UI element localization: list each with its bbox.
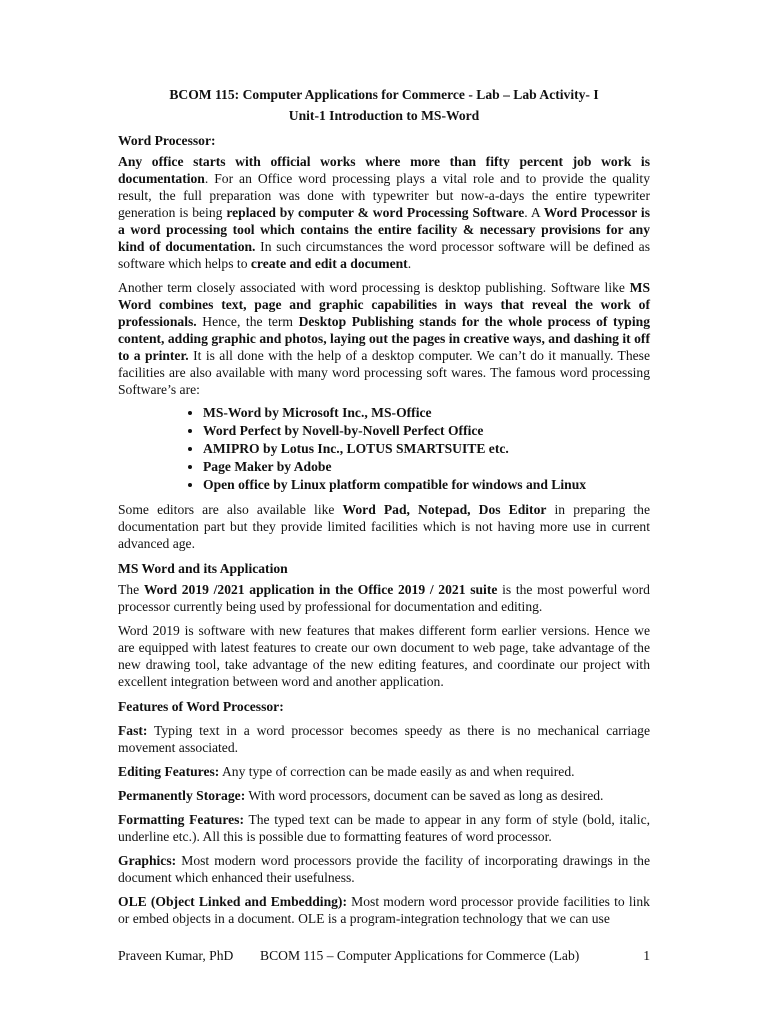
feature-item (118, 763, 650, 780)
text-run: Hence, the term (196, 314, 299, 329)
paragraph-ms-word-suite (118, 581, 650, 615)
text-run: It is all done with the help of a desktop computer. We can’t do it manually. These facilities are also available with many word processing soft wares. The famous word processing Software’s are: (118, 348, 651, 397)
paragraph-word-2019 (118, 622, 650, 690)
feature-text: Any type of correction can be made easily as and when required. (219, 764, 575, 779)
text-run: Some editors are also available like (118, 502, 343, 517)
text-run: . A (524, 205, 544, 220)
bold-run: Desktop Publishing stands for the whole process of typing content, adding graphic and photos, laying out the pages in creative ways, and dashing it off to a printer. (118, 314, 650, 363)
feature-item (118, 787, 650, 804)
section-heading-word-processor: Word Processor: (118, 133, 216, 148)
bold-run: Word Processor is a word processing tool which contains the entire facility & necessary provisions for any kind of documentation. (118, 205, 651, 254)
page-number: 1 (643, 948, 650, 963)
feature-label: Editing Features: (118, 764, 220, 779)
footer-author: Praveen Kumar, PhD (118, 948, 234, 963)
feature-label: Permanently Storage: (118, 788, 246, 803)
unit-title: Unit-1 Introduction to MS-Word (288, 108, 480, 123)
feature-text: Most modern word processor provide facilities to link or embed objects in a document. OLE is a program-integration technology that we can use (118, 894, 650, 926)
features-list (118, 722, 650, 927)
paragraph-word-processor-intro (118, 153, 650, 272)
feature-label: Graphics: (118, 853, 177, 868)
bold-run: replaced by computer & word Processing Software (226, 205, 525, 220)
text-run: Word 2019 is software with new features that makes different form earlier versions. Hence we are equipped with latest features to create our own document to web page, take advantage of the new drawing tool, take advantage of the new editing features, and coordinate our project with excellent integration between word and another application. (118, 623, 650, 689)
paragraph-desktop-publishing (118, 279, 650, 398)
page-content (118, 86, 650, 927)
feature-text: The typed text can be made to appear in any form of style (bold, italic, underline etc.). All this is possible due to formatting features of word processor. (118, 812, 651, 844)
section-heading-ms-word: MS Word and its Application (118, 561, 288, 576)
feature-text: Typing text in a word processor becomes speedy as there is no mechanical carriage movement associated. (118, 723, 650, 755)
software-list-item: • AMIPRO by Lotus Inc., LOTUS SMARTSUITE etc. (203, 440, 650, 458)
feature-item (118, 811, 650, 845)
feature-item (118, 722, 650, 756)
feature-label: Fast: (118, 723, 148, 738)
text-run: is the most powerful word processor currently being used by professional for documentation and editing. (118, 582, 650, 614)
feature-item (118, 852, 650, 886)
paragraph-editors (118, 501, 650, 552)
bold-run: Word 2019 /2021 application in the Office 2019 / 2021 suite (143, 582, 498, 597)
software-list-item: • Open office by Linux platform compatible for windows and Linux (203, 476, 650, 494)
text-run: in preparing the documentation part but they provide limited facilities which is not having more use in current advanced age. (118, 502, 650, 551)
feature-item (118, 893, 650, 927)
text-run: . For an Office word processing plays a vital role and to provide the quality result, the full preparation was done with typewriter but now-a-days the entire typewriter generation is being (118, 171, 650, 220)
feature-label: Formatting Features: (118, 812, 244, 827)
bold-run: Word Pad, Notepad, Dos Editor (342, 502, 547, 517)
feature-text: Most modern word processors provide the facility of incorporating drawings in the document which enhanced their usefulness. (118, 853, 650, 885)
text-run: . (407, 256, 412, 271)
text-run: The (118, 582, 144, 597)
software-list-item: • Word Perfect by Novell-by-Novell Perfect Office (203, 422, 650, 440)
text-run: In such circumstances the word processor software will be defined as software which helps to (118, 239, 650, 271)
feature-label: OLE (Object Linked and Embedding): (118, 894, 347, 909)
software-list-item: • MS-Word by Microsoft Inc., MS-Office (203, 404, 650, 422)
section-heading-features: Features of Word Processor: (118, 699, 284, 714)
bold-run: create and edit a document (250, 256, 408, 271)
text-run: Another term closely associated with word processing is desktop publishing. Software like (118, 280, 630, 295)
document-title: BCOM 115: Computer Applications for Commerce - Lab – Lab Activity- I (169, 87, 599, 102)
software-list (118, 404, 650, 494)
footer-course: BCOM 115 – Computer Applications for Commerce (Lab) (260, 948, 580, 963)
feature-text: With word processors, document can be saved as long as desired. (245, 788, 604, 803)
bold-run: MS Word combines text, page and graphic capabilities in ways that reveal the work of professionals. (118, 280, 650, 329)
bold-run: Any office starts with official works where more than fifty percent job work is documentation (118, 154, 650, 186)
software-list-item: • Page Maker by Adobe (203, 458, 650, 476)
